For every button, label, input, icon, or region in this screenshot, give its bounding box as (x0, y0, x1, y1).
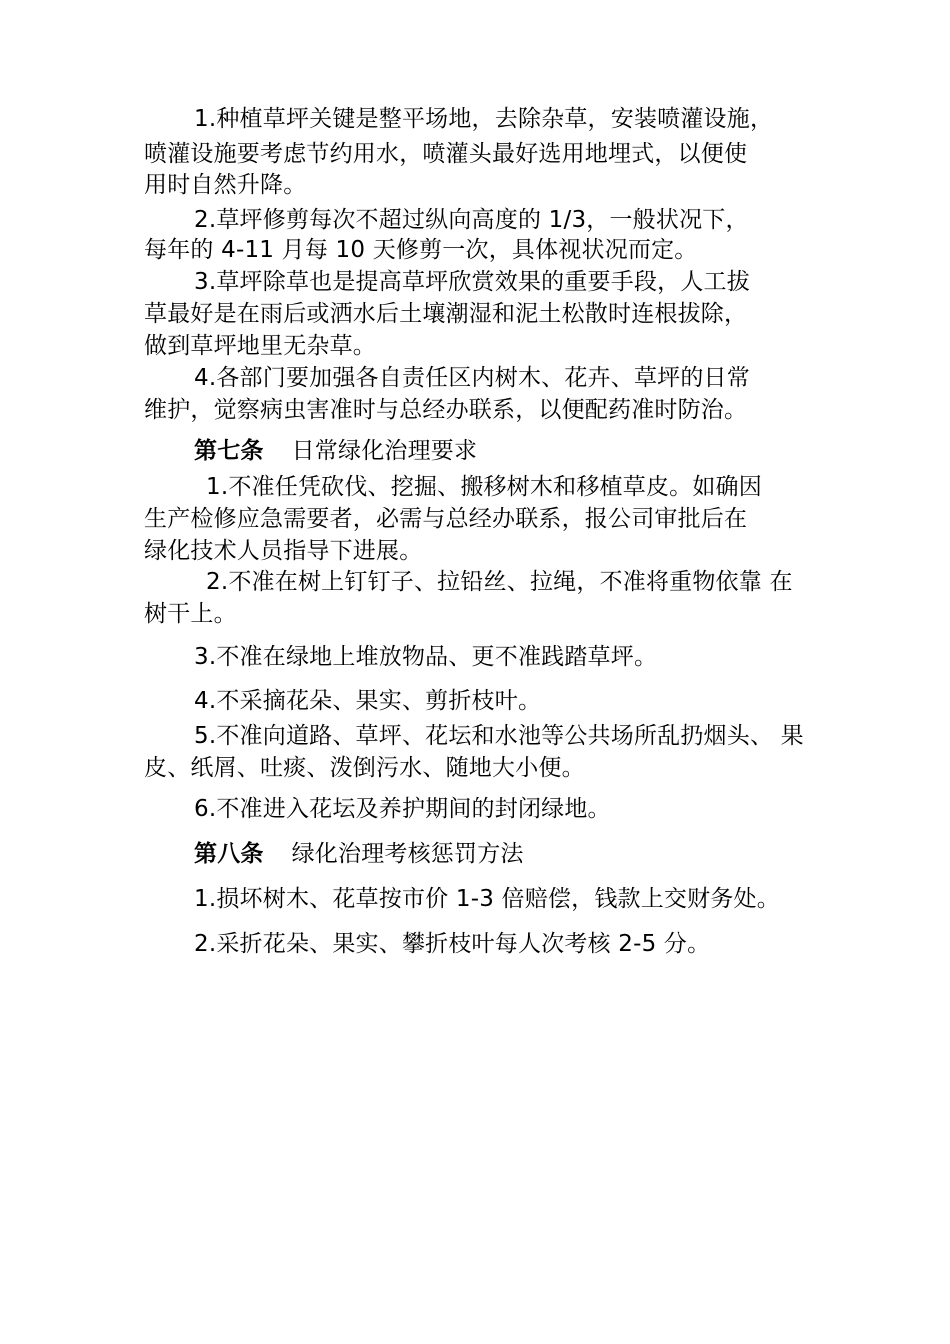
paragraph-line: 1.损坏树木、花草按市价 1-3 倍赔偿，钱款上交财务处。 (194, 886, 780, 912)
paragraph-line: 2.草坪修剪每次不超过纵向高度的 1/3，一般状况下， (194, 207, 749, 233)
article-title: 日常绿化治理要求 (291, 438, 478, 464)
paragraph-line: 绿化技术人员指导下进展。 (144, 538, 423, 564)
article-number: 第七条 (194, 438, 264, 464)
article-number: 第八条 (194, 841, 264, 867)
paragraph-line: 4.各部门要加强各自责任区内树木、花卉、草坪的日常 (194, 365, 750, 391)
paragraph-line: 3.不准在绿地上堆放物品、更不准践踏草坪。 (194, 644, 658, 670)
paragraph-line: 生产检修应急需要者，必需与总经办联系，报公司审批后在 (144, 506, 748, 532)
paragraph-line: 3.草坪除草也是提高草坪欣赏效果的重要手段，人工拔 (194, 269, 750, 295)
article-title: 绿化治理考核惩罚方法 (291, 841, 524, 867)
article-heading (194, 437, 477, 465)
paragraph-line: 6.不准进入花坛及养护期间的封闭绿地。 (194, 796, 611, 822)
paragraph-line: 1.不准任凭砍伐、挖掘、搬移树木和移植草皮。如确因 (206, 474, 762, 500)
article-heading (194, 840, 524, 868)
paragraph-line: 5.不准向道路、草坪、花坛和水池等公共场所乱扔烟头、 果 (194, 723, 804, 749)
paragraph-line: 做到草坪地里无杂草。 (144, 333, 376, 359)
paragraph-line: 树干上。 (144, 601, 237, 627)
paragraph-line: 皮、纸屑、吐痰、泼倒污水、随地大小便。 (144, 755, 585, 781)
paragraph-line: 1.种植草坪关键是整平场地，去除杂草，安装喷灌设施， (194, 106, 774, 132)
paragraph-line: 2.不准在树上钉钉子、拉铅丝、拉绳，不准将重物依靠 在 (206, 569, 793, 595)
paragraph-line: 用时自然升降。 (144, 172, 307, 198)
paragraph-line: 4.不采摘花朵、果实、剪折枝叶。 (194, 688, 542, 714)
paragraph-line: 草最好是在雨后或洒水后土壤潮湿和泥土松散时连根拔除， (144, 301, 748, 327)
paragraph-line: 维护，觉察病虫害准时与总经办联系，以便配药准时防治。 (144, 397, 748, 423)
paragraph-line: 每年的 4-11 月每 10 天修剪一次，具体视状况而定。 (144, 237, 698, 263)
paragraph-line: 2.采折花朵、果实、攀折枝叶每人次考核 2-5 分。 (194, 931, 711, 957)
paragraph-line: 喷灌设施要考虑节约用水，喷灌头最好选用地埋式，以便使 (144, 141, 748, 167)
